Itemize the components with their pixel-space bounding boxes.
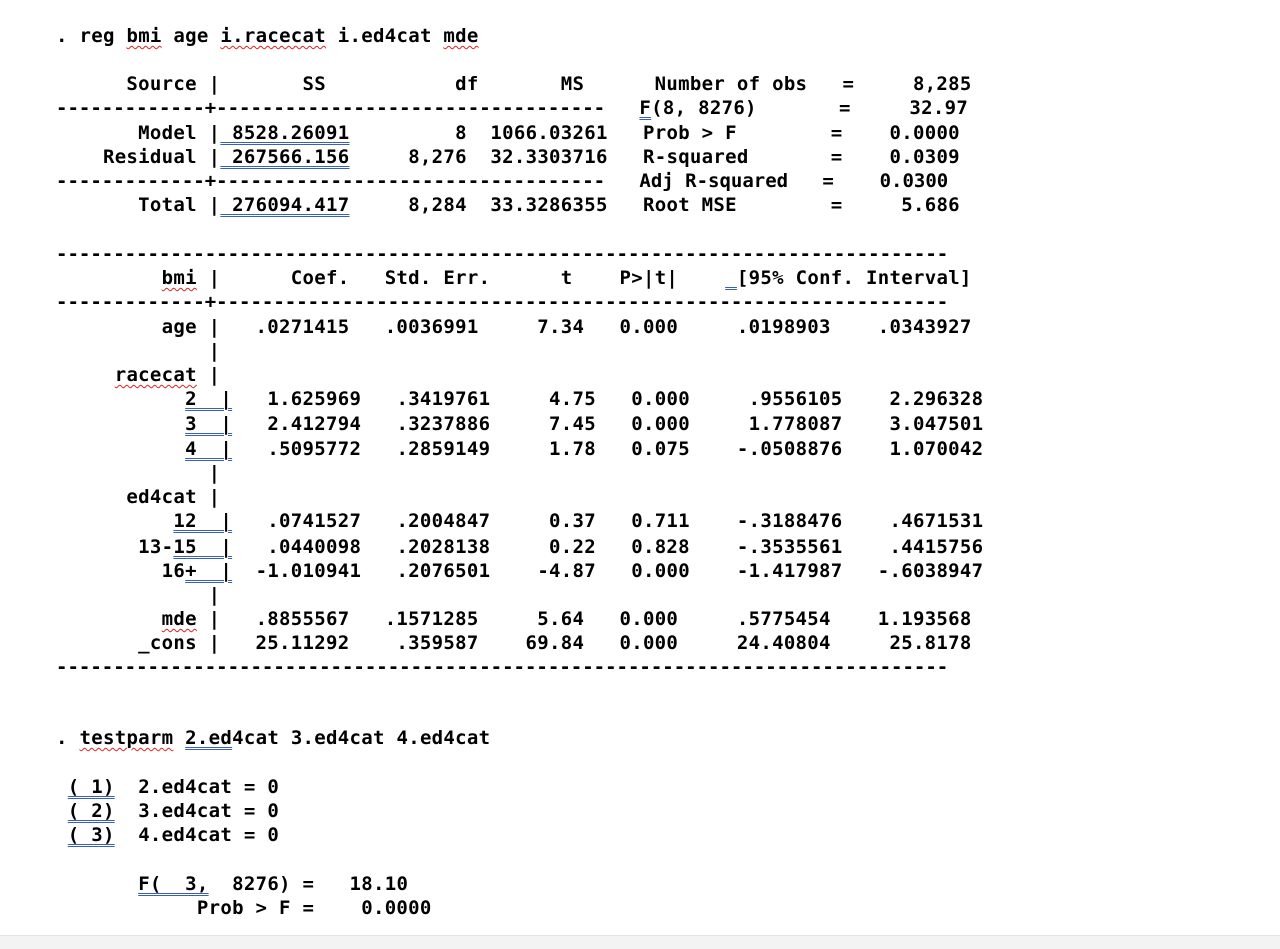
row-values: .0741527 .2004847 0.37 0.711 -.3188476 .4671531 bbox=[232, 510, 984, 532]
pipe: | bbox=[196, 364, 221, 386]
command-prompt: . bbox=[56, 25, 80, 47]
row-values: 8,284 33.3286355 Root MSE = 5.686 bbox=[349, 194, 960, 216]
anova-separator-row: -------------+---------------------------------- Adj R-squared = 0.0300 bbox=[56, 170, 949, 192]
spellcheck-word: racecat bbox=[114, 364, 197, 386]
grammar-mark: 12 | bbox=[173, 510, 233, 532]
header-text: [95% Conf. Interval] bbox=[736, 267, 972, 289]
anova-separator-row bbox=[56, 96, 968, 120]
coef-row-blank: | bbox=[56, 462, 221, 484]
spellcheck-word: i.racecat bbox=[220, 25, 327, 47]
spellcheck-word: bmi bbox=[126, 25, 162, 47]
grammar-mark: F bbox=[639, 97, 652, 119]
grammar-mark: 2 | bbox=[185, 388, 233, 410]
f-test-result bbox=[56, 872, 408, 896]
table-rule: -------------+---------------------------------- bbox=[56, 97, 640, 119]
row-values: 1.625969 .3419761 4.75 0.000 .9556105 2.296328 bbox=[232, 388, 984, 410]
pad bbox=[56, 824, 68, 846]
pad bbox=[56, 267, 162, 289]
constraint-1 bbox=[56, 775, 279, 799]
row-label: Residual | bbox=[56, 146, 221, 168]
grammar-mark: 2.ed bbox=[185, 727, 233, 749]
command-text: age bbox=[161, 25, 221, 47]
command-line-regress bbox=[56, 24, 479, 48]
header-text: | Coef. Std. Err. t P>|t| bbox=[196, 267, 726, 289]
grammar-mark: 276094.417 bbox=[220, 194, 350, 216]
row-values: 2.412794 .3237886 7.45 0.000 1.778087 3.047501 bbox=[232, 413, 984, 435]
grammar-mark: ( 2) bbox=[67, 800, 115, 822]
coef-row-racecat-2 bbox=[56, 387, 983, 411]
grammar-mark bbox=[725, 267, 737, 289]
pad bbox=[56, 510, 173, 532]
pad bbox=[56, 873, 138, 895]
grammar-mark: 8528.26091 bbox=[220, 122, 350, 144]
pad bbox=[56, 608, 162, 630]
coef-row-ed4cat: ed4cat | bbox=[56, 486, 221, 508]
coef-row-ed4cat-12 bbox=[56, 509, 983, 533]
grammar-mark: 267566.156 bbox=[220, 146, 350, 168]
anova-row-model bbox=[56, 121, 960, 145]
pad bbox=[56, 388, 185, 410]
coef-row-cons: _cons | 25.11292 .359587 69.84 0.000 24.40804 25.8178 bbox=[56, 632, 972, 654]
coef-row-racecat-4 bbox=[56, 437, 983, 461]
row-values: .0440098 .2028138 0.22 0.828 -.3535561 .4415756 bbox=[232, 536, 984, 558]
pad bbox=[173, 727, 185, 749]
row-values: 8 1066.03261 Prob > F = 0.0000 bbox=[349, 122, 960, 144]
spellcheck-word: testparm bbox=[79, 727, 174, 749]
command-text: 4cat 3.ed4cat 4.ed4cat bbox=[232, 727, 491, 749]
pad bbox=[56, 776, 68, 798]
spellcheck-word: mde bbox=[443, 25, 479, 47]
pad bbox=[56, 438, 185, 460]
table-rule: ------------------------------------------------------------------------------ bbox=[56, 243, 949, 265]
grammar-mark: + | bbox=[185, 560, 233, 582]
pad bbox=[56, 364, 115, 386]
bottom-scroll-strip bbox=[0, 935, 1280, 949]
pad: 16 bbox=[56, 560, 186, 582]
row-values: .5095772 .2859149 1.78 0.075 -.0508876 1.070042 bbox=[232, 438, 984, 460]
coef-row-age: age | .0271415 .0036991 7.34 0.000 .0198903 .0343927 bbox=[56, 316, 972, 338]
row-label: Model | bbox=[56, 122, 221, 144]
coef-row-mde bbox=[56, 607, 972, 631]
anova-header: Source | SS df MS Number of obs = 8,285 bbox=[56, 73, 972, 95]
coef-row-racecat bbox=[56, 363, 220, 387]
constraint-text: 2.ed4cat = 0 bbox=[114, 776, 280, 798]
pad: 13- bbox=[56, 536, 174, 558]
coef-row-ed4cat-13-15 bbox=[56, 535, 983, 559]
row-values: | .8855567 .1571285 5.64 0.000 .5775454 1.193568 bbox=[196, 608, 972, 630]
constraint-3 bbox=[56, 823, 279, 847]
f-stat-text: (8, 8276) = 32.97 bbox=[651, 97, 969, 119]
anova-row-residual bbox=[56, 145, 960, 169]
grammar-mark: ( 3) bbox=[67, 824, 115, 846]
command-prompt: . bbox=[56, 727, 80, 749]
table-rule: ------------------------------------------------------------------------------ bbox=[56, 656, 949, 678]
spellcheck-word: bmi bbox=[161, 267, 197, 289]
grammar-mark: F( 3, bbox=[138, 873, 209, 895]
pad bbox=[56, 413, 185, 435]
command-line-testparm bbox=[56, 726, 490, 750]
grammar-mark: ( 1) bbox=[67, 776, 115, 798]
table-rule: -------------+---------------------------------------------------------------- bbox=[56, 291, 949, 313]
constraint-text: 3.ed4cat = 0 bbox=[114, 800, 280, 822]
command-text: i.ed4cat bbox=[326, 25, 444, 47]
grammar-mark: 3 | bbox=[185, 413, 233, 435]
coef-row-ed4cat-16plus bbox=[56, 559, 983, 583]
prob-result: Prob > F = 0.0000 bbox=[56, 897, 432, 919]
coef-row-racecat-3 bbox=[56, 412, 983, 436]
coef-row-blank: | bbox=[56, 584, 221, 606]
command-text: reg bbox=[79, 25, 127, 47]
spellcheck-word: mde bbox=[161, 608, 197, 630]
constraint-text: 4.ed4cat = 0 bbox=[114, 824, 280, 846]
grammar-mark: 15 | bbox=[173, 536, 233, 558]
grammar-mark: 4 | bbox=[185, 438, 233, 460]
anova-row-total bbox=[56, 193, 960, 217]
f-test-value: 8276) = 18.10 bbox=[208, 873, 409, 895]
coef-row-blank: | bbox=[56, 340, 221, 362]
pad bbox=[56, 800, 68, 822]
row-values: 8,276 32.3303716 R-squared = 0.0309 bbox=[349, 146, 960, 168]
coef-header bbox=[56, 266, 972, 290]
row-label: Total | bbox=[56, 194, 221, 216]
row-values: -1.010941 .2076501 -4.87 0.000 -1.417987 -.6038947 bbox=[232, 560, 984, 582]
constraint-2 bbox=[56, 799, 279, 823]
